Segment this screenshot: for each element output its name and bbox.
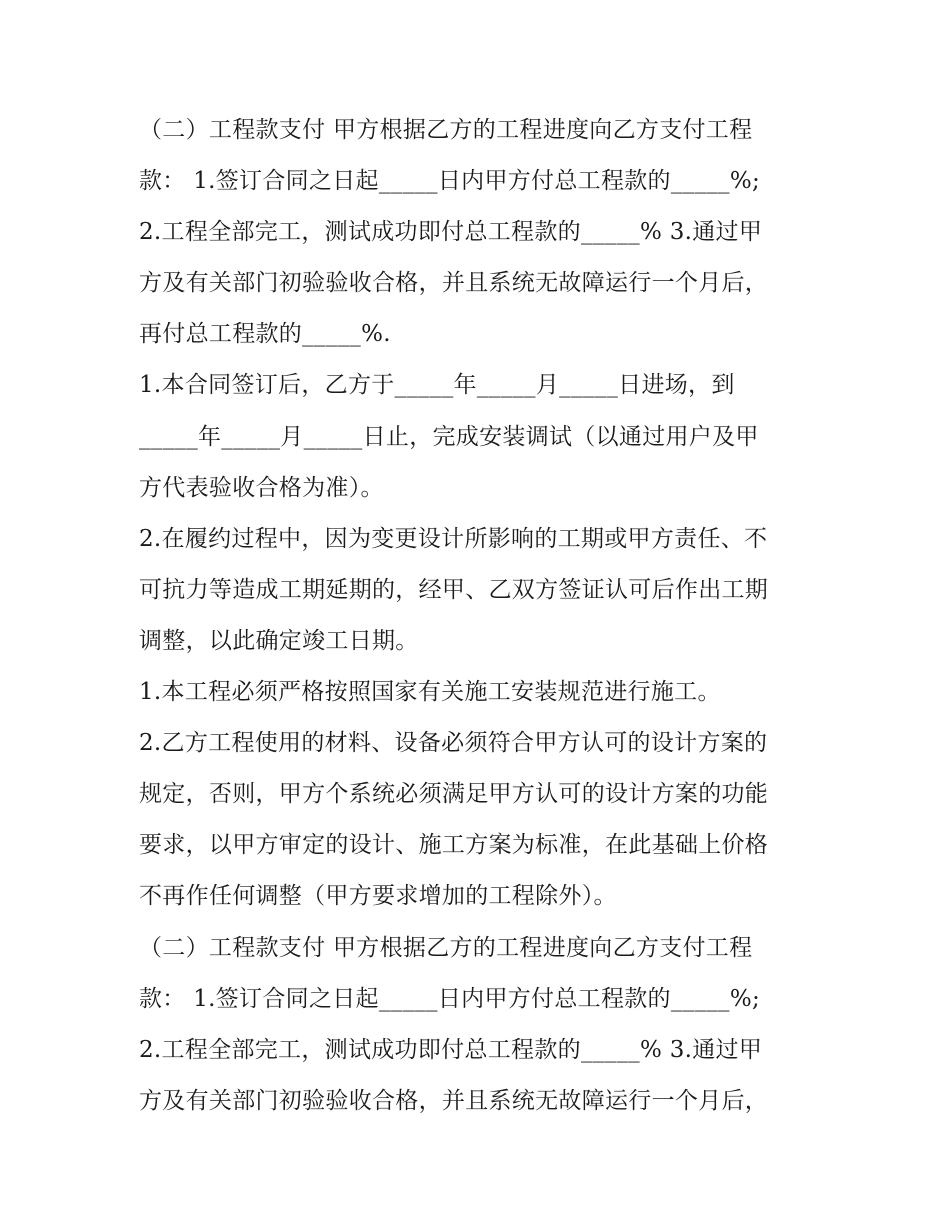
text-line: 不再作任何调整（甲方要求增加的工程除外）。: [139, 883, 617, 910]
text-line: 2.在履约过程中，因为变更设计所影响的工期或甲方责任、不: [139, 525, 768, 552]
text-line: 再付总工程款的_____%.: [139, 321, 391, 348]
text-line: 调整，以此确定竣工日期。: [139, 627, 419, 654]
text-line: 可抗力等造成工期延期的，经甲、乙双方签证认可后作出工期: [139, 576, 769, 603]
text-line: （二）工程款支付 甲方根据乙方的工程进度向乙方支付工程: [139, 934, 753, 961]
text-line: 规定，否则，甲方个系统必须满足甲方认可的设计方案的功能: [139, 781, 769, 808]
text-line: 方及有关部门初验验收合格，并且系统无故障运行一个月后，: [139, 270, 769, 297]
text-line: 款： 1.签订合同之日起_____日内甲方付总工程款的_____%;: [139, 985, 761, 1012]
text-line: 1.本工程必须严格按照国家有关施工安装规范进行施工。: [139, 679, 721, 706]
text-line: 方代表验收合格为准）。: [139, 474, 384, 501]
text-line: 2.工程全部完工，测试成功即付总工程款的_____% 3.通过甲: [139, 219, 763, 246]
document-body: [139, 105, 819, 1127]
text-line: 要求，以甲方审定的设计、施工方案为标准，在此基础上价格: [139, 832, 769, 859]
text-line: 2.乙方工程使用的材料、设备必须符合甲方认可的设计方案的: [139, 730, 768, 757]
text-line: 2.工程全部完工，测试成功即付总工程款的_____% 3.通过甲: [139, 1036, 763, 1063]
text-line: （二）工程款支付 甲方根据乙方的工程进度向乙方支付工程: [139, 117, 753, 143]
text-line: _____年_____月_____日止，完成安装调试（以通过用户及甲: [139, 423, 759, 450]
text-line: 1.本合同签订后，乙方于_____年_____月_____日进场，到: [139, 372, 735, 399]
text-line: 方及有关部门初验验收合格，并且系统无故障运行一个月后，: [139, 1087, 769, 1114]
text-line: 款： 1.签订合同之日起_____日内甲方付总工程款的_____%;: [139, 168, 761, 195]
